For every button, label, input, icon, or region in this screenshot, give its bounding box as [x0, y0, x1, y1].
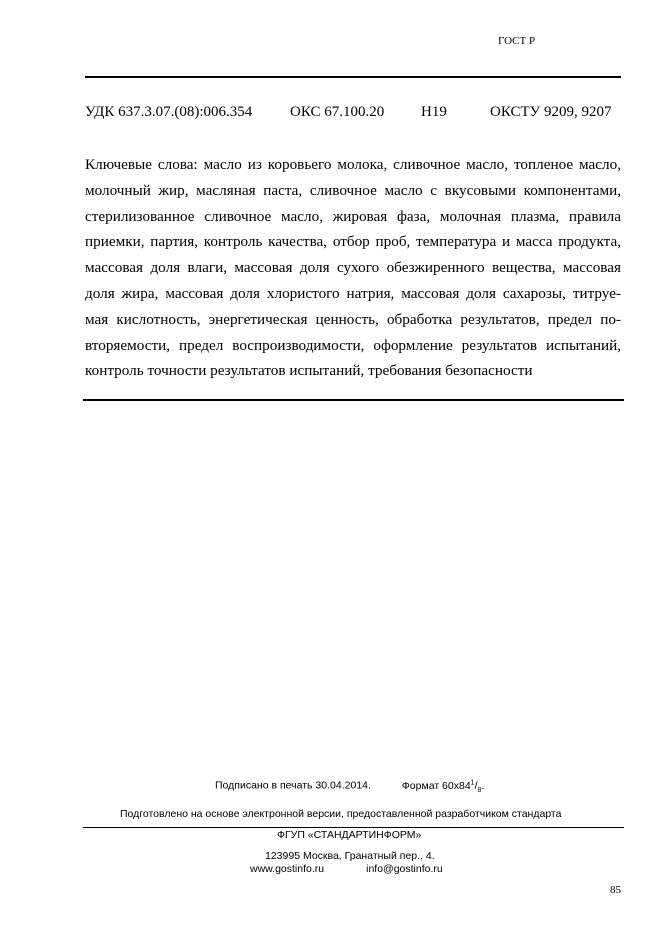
keywords-line: Ключевые слова: масло из коровьего молока, сливочное масло, топленое масло,	[85, 156, 621, 173]
email-link[interactable]: info@gostinfo.ru	[366, 863, 443, 875]
publisher-address: 123995 Москва, Гранатный пер., 4.	[265, 850, 435, 862]
keywords-bottom-rule	[83, 399, 624, 401]
publisher-contacts	[250, 863, 443, 875]
print-format: Формат $60x84^1/_8$.	[401, 779, 485, 794]
udk-code: УДК 637.3.07.(08):006.354	[85, 104, 253, 120]
format-sub: 8	[477, 786, 482, 794]
page-number: 85	[610, 884, 621, 896]
format-prefix: Формат 60x84	[401, 779, 471, 792]
keywords-line: вторяемости, предел воспроизводимости, оформление результатов испытаний,	[85, 336, 621, 354]
keywords-line: мая кислотность, энергетическая ценность, обработка результатов, предел по-	[85, 310, 621, 328]
oks-code: ОКС 67.100.20	[290, 104, 385, 120]
keywords-paragraph	[85, 152, 621, 384]
standard-label: ГОСТ Р	[498, 35, 536, 47]
group-code: Н19	[421, 104, 447, 120]
okstu-code: ОКСТУ 9209, 9207	[490, 104, 612, 120]
keywords-line: стерилизованное сливочное масло, жировая фаза, молочная плазма, правила	[85, 207, 621, 225]
imprint-prepared: Подготовлено на основе электронной версии, предоставленной разработчиком стандарта	[120, 808, 562, 820]
keywords-line: приемки, партия, контроль качества, отбор проб, температура и масса продукта,	[85, 233, 621, 251]
imprint-signed	[215, 779, 484, 794]
keywords-line: молочный жир, масляная паста, сливочное масло с вкусовыми компонентами,	[85, 181, 621, 199]
website-link[interactable]: www.gostinfo.ru	[250, 863, 325, 875]
classification-codes	[85, 104, 621, 124]
keywords-line: контроль точности результатов испытаний, требования безопасности	[85, 362, 533, 380]
signed-date: Подписано в печать 30.04.2014.	[215, 779, 371, 792]
top-rule	[85, 76, 621, 78]
keywords-line: массовая доля влаги, массовая доля сухого обезжиренного вещества, массовая	[85, 259, 621, 277]
publisher-name: ФГУП «СТАНДАРТИНФОРМ»	[277, 829, 422, 841]
imprint-rule	[83, 827, 624, 828]
format-sup: 1	[470, 779, 475, 786]
format-suffix: .	[481, 779, 485, 792]
keywords-line: доля жира, массовая доля хлористого натрия, массовая доля сахарозы, титруе-	[85, 284, 621, 302]
